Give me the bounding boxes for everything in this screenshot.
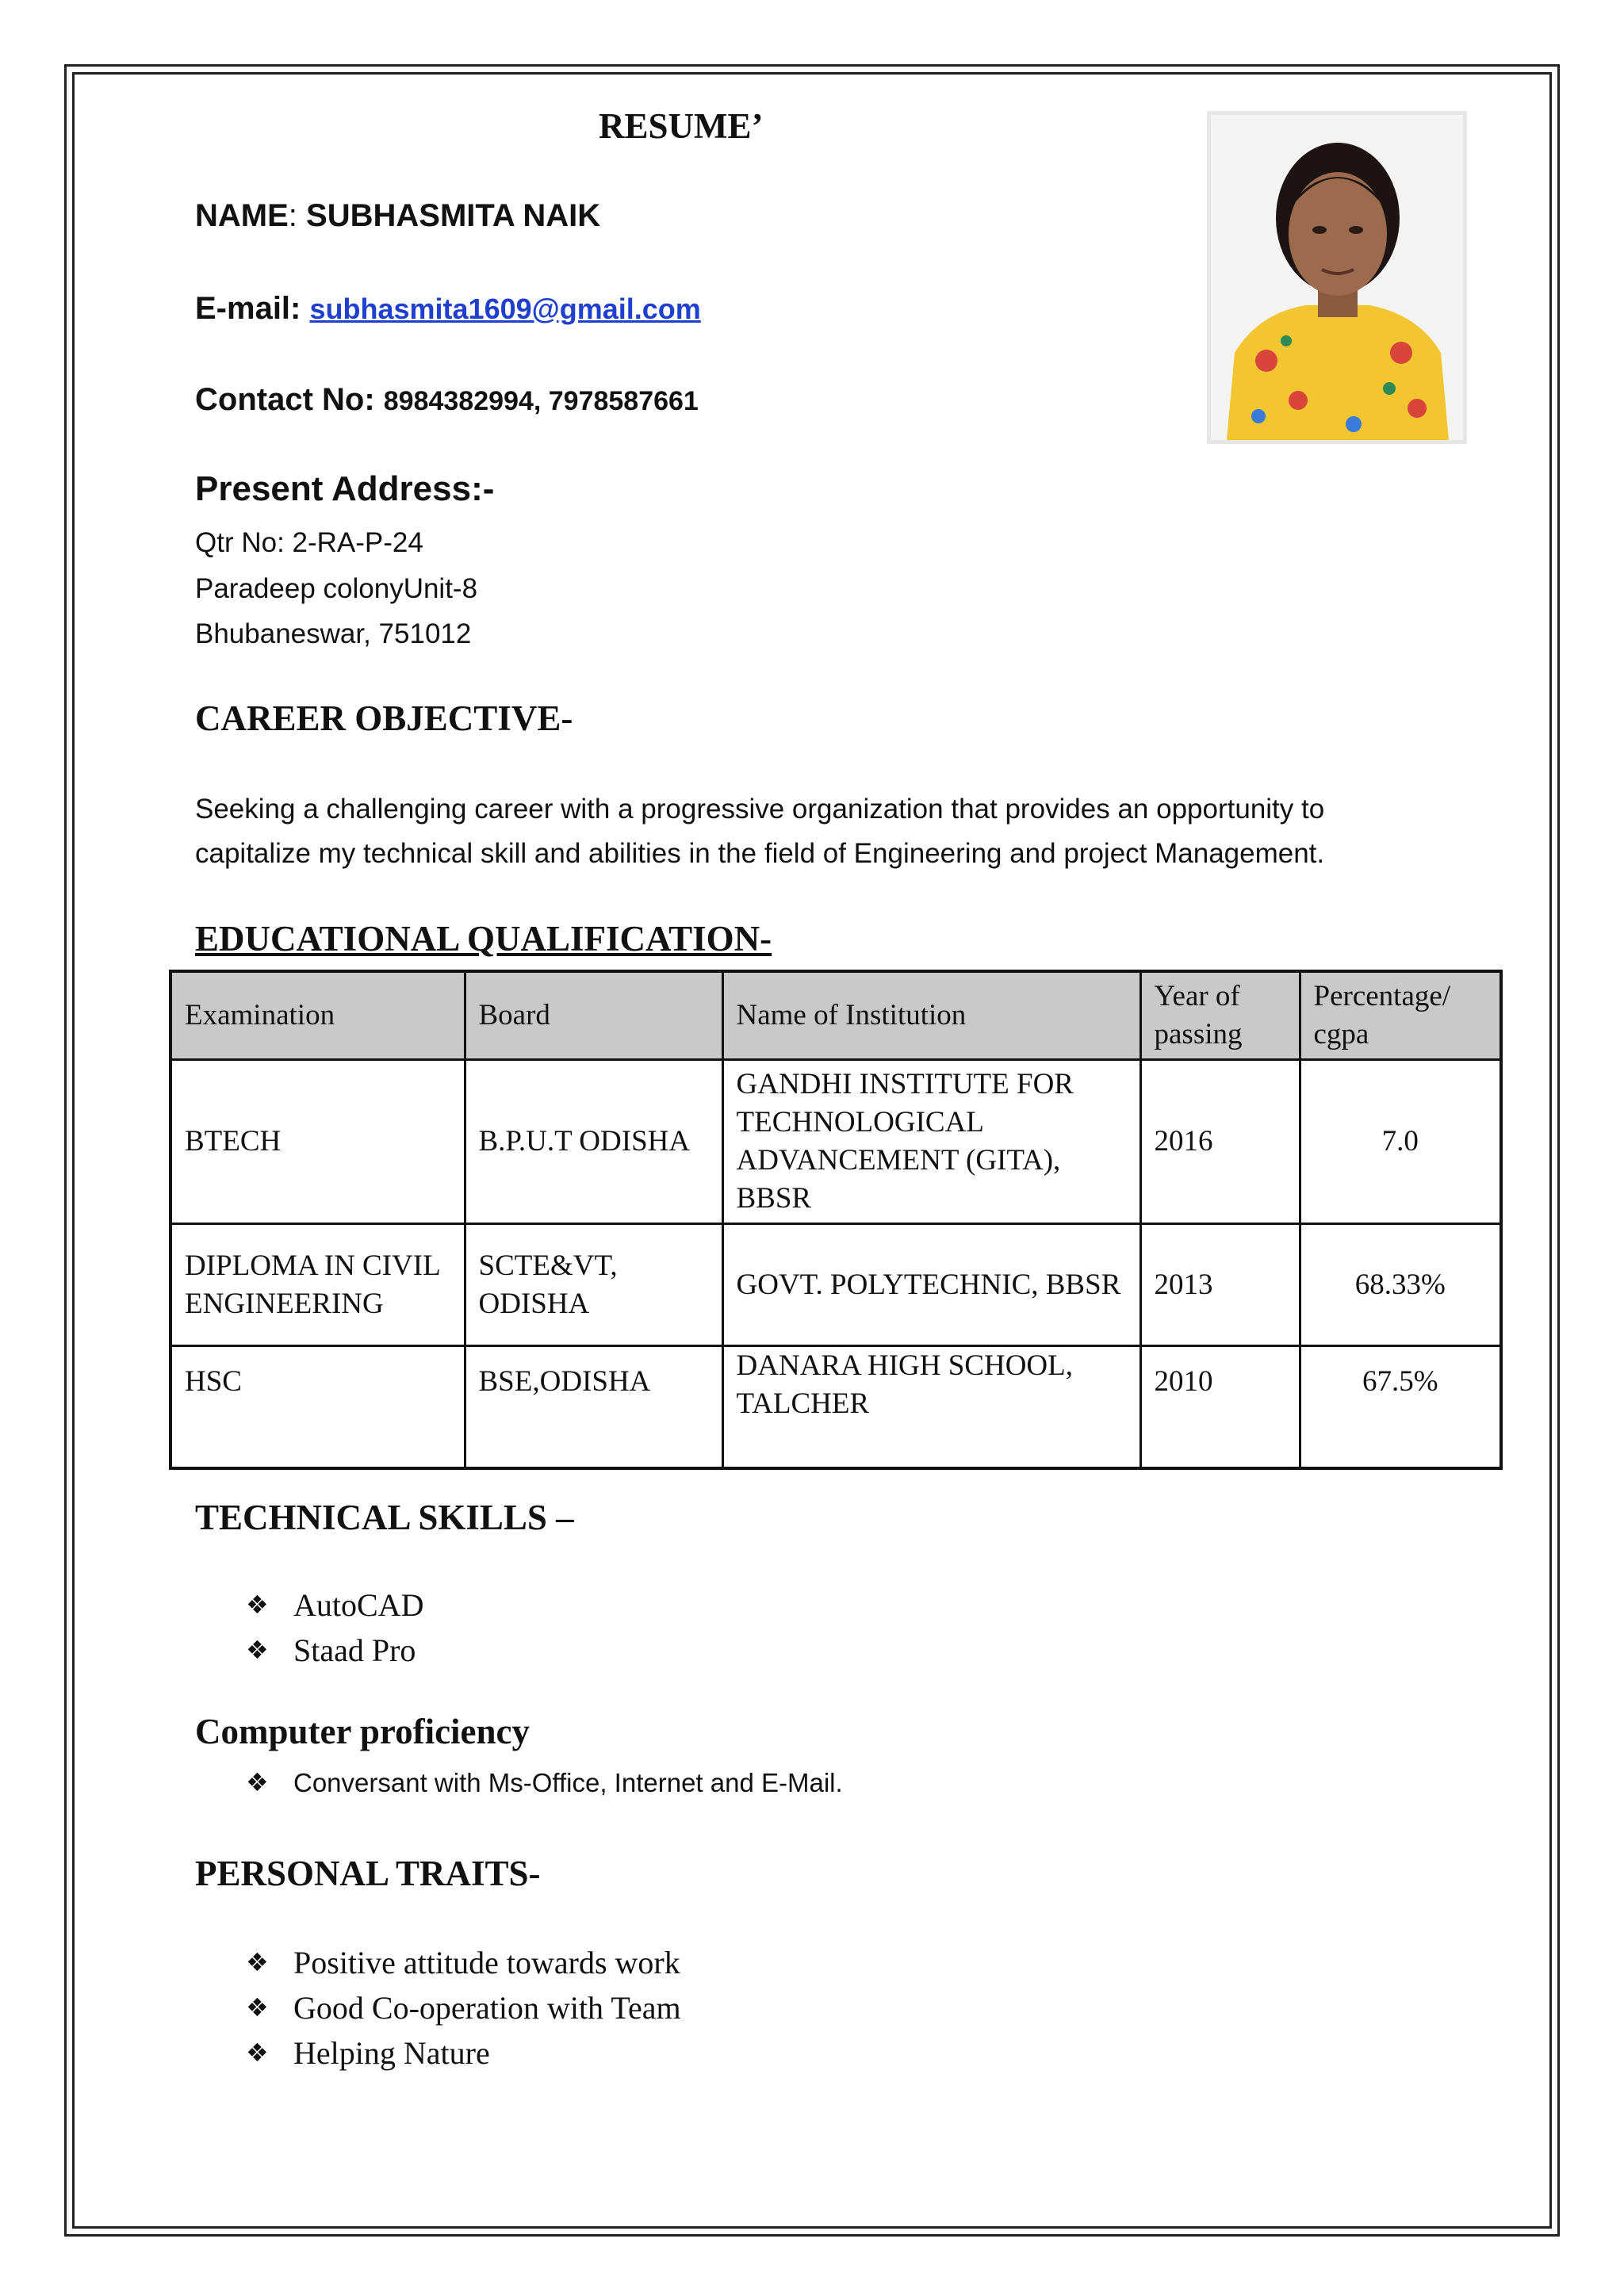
table-cell: SCTE&VT, ODISHA: [465, 1224, 722, 1346]
address-heading: Present Address:-: [195, 469, 495, 508]
table-cell: 2010: [1140, 1346, 1300, 1468]
email-link[interactable]: subhasmita1609@gmail.com: [309, 293, 701, 325]
table-cell: B.P.U.T ODISHA: [465, 1060, 722, 1224]
table-cell: 7.0: [1300, 1060, 1501, 1224]
address-line: Bhubaneswar, 751012: [195, 618, 472, 649]
table-cell: GOVT. POLYTECHNIC, BBSR: [722, 1224, 1140, 1346]
table-cell: 67.5%: [1300, 1346, 1501, 1468]
bullet-icon: ❖: [246, 1767, 269, 1797]
table-cell: BSE,ODISHA: [465, 1346, 722, 1468]
name-value: SUBHASMITA NAIK: [306, 198, 601, 233]
name-separator: :: [288, 198, 297, 233]
column-header: Year of passing: [1140, 971, 1300, 1060]
column-header: Examination: [170, 971, 465, 1060]
technical-skills-list: [246, 1582, 423, 1673]
list-item: ❖ Helping Nature: [246, 2030, 681, 2076]
bullet-icon: ❖: [246, 1992, 269, 2022]
education-table: [169, 970, 1503, 1470]
table-cell: DIPLOMA IN CIVIL ENGINEERING: [170, 1224, 465, 1346]
personal-traits-heading: PERSONAL TRAITS-: [195, 1854, 541, 1893]
list-item: ❖ AutoCAD: [246, 1582, 423, 1628]
table-cell: BTECH: [170, 1060, 465, 1224]
list-item: ❖ Conversant with Ms-Office, Internet and E-Mail.: [246, 1760, 843, 1805]
resume-title: RESUME’: [599, 106, 764, 146]
list-item: ❖ Good Co-operation with Team: [246, 1985, 681, 2030]
table-row: [170, 1060, 1501, 1224]
column-header: Percentage/ cgpa: [1300, 971, 1501, 1060]
bullet-icon: ❖: [246, 1590, 269, 1620]
table-cell: GANDHI INSTITUTE FOR TECHNOLOGICAL ADVANCEMENT (GITA), BBSR: [722, 1060, 1140, 1224]
bullet-icon: ❖: [246, 1635, 269, 1665]
career-objective-text: Seeking a challenging career with a progressive organization that provides an opportunity to capitalize my technical skill and abilities in the field of Engineering and project Management.: [195, 794, 1325, 869]
profile-photo: [1207, 111, 1467, 444]
profile-photo-illustration: [1211, 115, 1463, 440]
table-cell: HSC: [170, 1346, 465, 1468]
name-label: NAME: [195, 198, 289, 233]
table-row: [170, 1346, 1501, 1468]
table-cell: DANARA HIGH SCHOOL, TALCHER: [722, 1346, 1140, 1468]
education-heading: EDUCATIONAL QUALIFICATION-: [195, 919, 772, 959]
bullet-icon: ❖: [246, 1947, 269, 1977]
name-line: [195, 198, 600, 234]
column-header: Name of Institution: [722, 971, 1140, 1060]
table-cell: 2016: [1140, 1060, 1300, 1224]
email-line: [195, 291, 701, 327]
contact-label: Contact No:: [195, 382, 375, 417]
bullet-icon: ❖: [246, 2038, 269, 2068]
address-line: Paradeep colonyUnit-8: [195, 573, 478, 604]
address-line: Qtr No: 2-RA-P-24: [195, 527, 423, 558]
career-objective-heading: CAREER OBJECTIVE-: [195, 698, 573, 738]
list-item: ❖ Staad Pro: [246, 1628, 423, 1673]
table-cell: 2013: [1140, 1224, 1300, 1346]
table-header-row: [170, 971, 1501, 1060]
contact-line: [195, 382, 699, 418]
computer-proficiency-list: [246, 1760, 843, 1805]
list-item: ❖ Positive attitude towards work: [246, 1940, 681, 1985]
computer-proficiency-heading: Computer proficiency: [195, 1712, 530, 1751]
column-header: Board: [465, 971, 722, 1060]
email-label: E-mail:: [195, 291, 301, 326]
table-row: [170, 1224, 1501, 1346]
technical-skills-heading: TECHNICAL SKILLS –: [195, 1498, 574, 1537]
personal-traits-list: [246, 1940, 681, 2076]
table-cell: 68.33%: [1300, 1224, 1501, 1346]
contact-value: 8984382994, 7978587661: [383, 386, 699, 416]
